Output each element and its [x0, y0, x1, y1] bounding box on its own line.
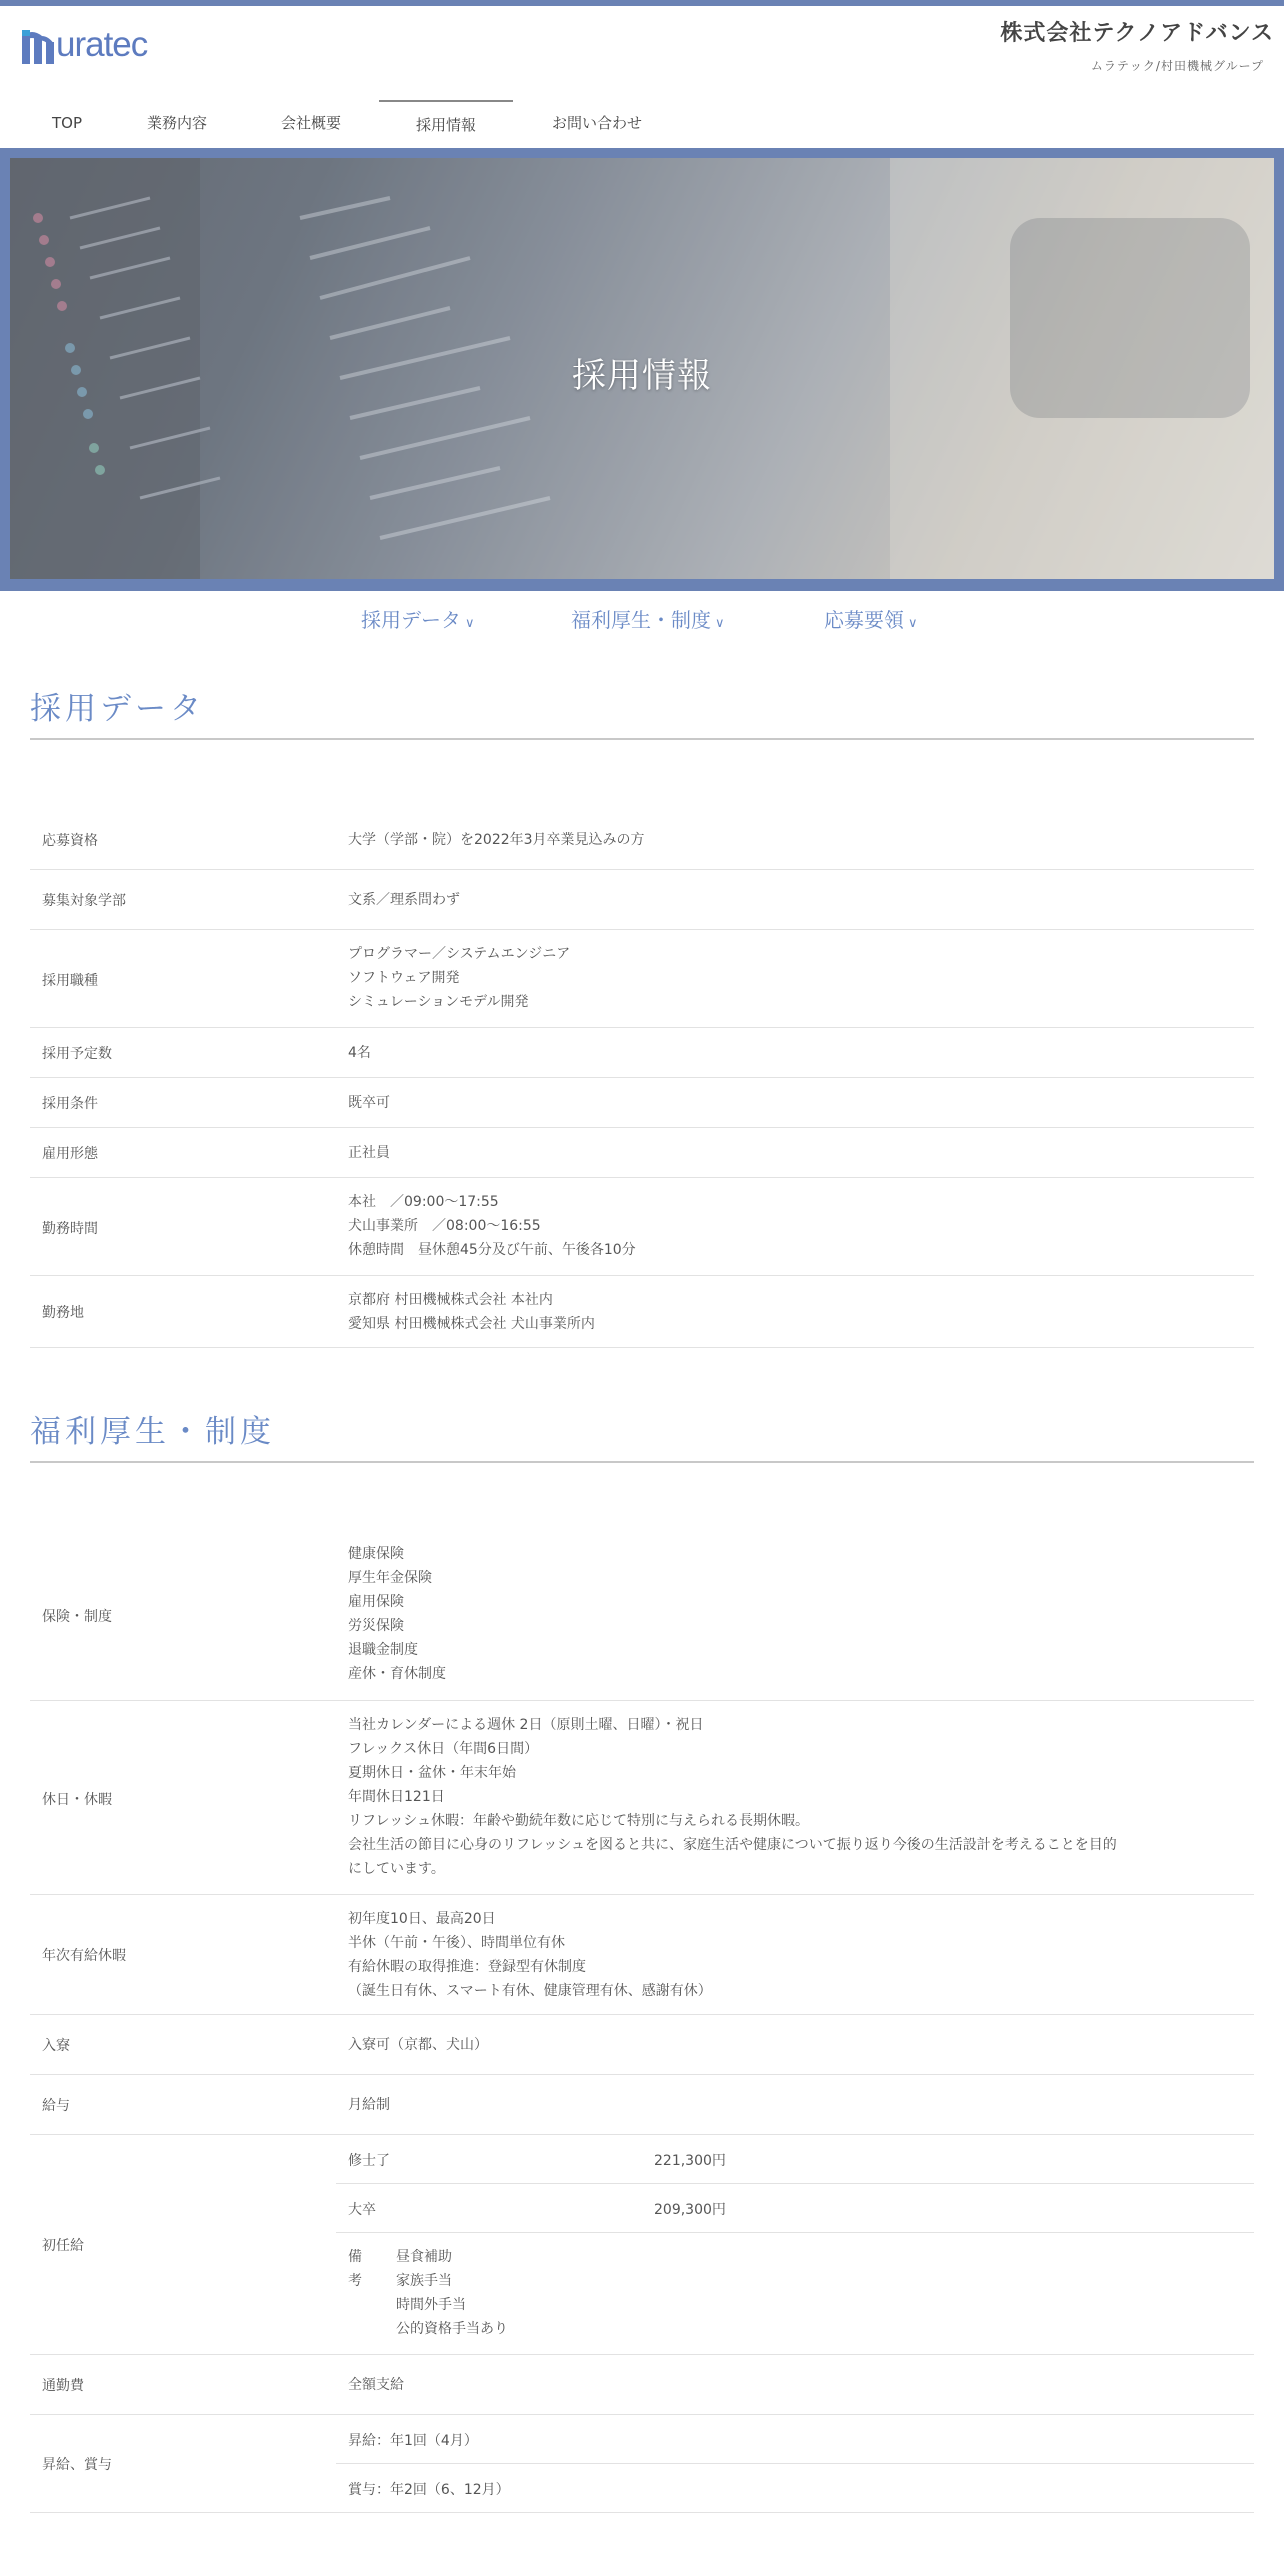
- value-line: シミュレーションモデル開発: [348, 994, 529, 1010]
- value-line: 休憩時間 昼休憩45分及び午前、午後各10分: [348, 1242, 636, 1258]
- table-row: [30, 1701, 1254, 1895]
- value-line: 当社カレンダーによる週休 2日（原則土曜、日曜）・祝日: [348, 1717, 704, 1733]
- value-line: 月給制: [348, 2097, 390, 2113]
- value-line: 既卒可: [348, 1095, 390, 1111]
- table-row: [30, 1178, 1254, 1276]
- value-line: 愛知県 村田機械株式会社 犬山事業所内: [348, 1316, 595, 1332]
- row-value: [348, 1713, 1117, 1881]
- nav-recruit[interactable]: 採用情報: [379, 100, 513, 148]
- chevron-down-icon: ∨: [908, 616, 918, 631]
- subnav-recruit-data-label: 採用データ: [361, 608, 461, 632]
- salary-type: 大卒: [348, 2202, 376, 2218]
- row-label: 応募資格: [42, 833, 98, 849]
- salary-subrow: [336, 2184, 1254, 2233]
- table-row: [30, 930, 1254, 1028]
- value-line: 厚生年金保険: [348, 1570, 432, 1586]
- table-row: [30, 1128, 1254, 1178]
- nav-business[interactable]: 業務内容: [146, 114, 207, 132]
- logo-m-mark-icon: [22, 30, 54, 64]
- row-value: [348, 1190, 636, 1262]
- row-label: 採用職種: [42, 973, 98, 989]
- nav-top[interactable]: TOP: [51, 114, 82, 132]
- value-line: 労災保険: [348, 1618, 404, 1634]
- table-row-raise: [30, 2415, 1254, 2513]
- hero-banner: [0, 148, 1284, 591]
- row-value: [348, 2093, 390, 2117]
- row-value: [348, 2033, 488, 2057]
- value-line: 産休・育休制度: [348, 1666, 446, 1682]
- muratec-logo[interactable]: [22, 26, 147, 64]
- table-row: [30, 2075, 1254, 2135]
- section-title-welfare: 福利厚生・制度: [30, 1414, 275, 1450]
- value-line: 全額支給: [348, 2377, 404, 2393]
- raise-item: 昇給：年1回（4月）: [348, 2433, 478, 2449]
- hero-title: 採用情報: [572, 356, 712, 396]
- logo-text: uratec: [56, 25, 148, 64]
- row-value: [348, 942, 570, 1014]
- row-label: 昇給、賞与: [42, 2457, 112, 2473]
- subnav-welfare[interactable]: [571, 604, 725, 633]
- hero-image: [10, 158, 1274, 579]
- value-line: 夏期休日・盆休・年末年始: [348, 1765, 516, 1781]
- section-title-recruit-data: 採用データ: [30, 691, 205, 727]
- value-line: 雇用保険: [348, 1594, 404, 1610]
- table-row: [30, 1276, 1254, 1348]
- salary-amount: 209,300円: [654, 2202, 726, 2218]
- notes-list: [396, 2245, 508, 2341]
- table-row: [30, 2355, 1254, 2415]
- row-label: 採用条件: [42, 1096, 98, 1112]
- chevron-down-icon: ∨: [465, 616, 475, 631]
- row-label: 勤務地: [42, 1305, 84, 1321]
- chevron-down-icon: ∨: [715, 616, 725, 631]
- note-line: 家族手当: [396, 2273, 452, 2289]
- value-line: プログラマー／システムエンジニア: [348, 946, 571, 962]
- row-label: 通勤費: [42, 2378, 84, 2394]
- value-line: 退職金制度: [348, 1642, 418, 1658]
- subnav-recruit-data[interactable]: [361, 604, 475, 633]
- raise-subrow: [336, 2415, 1254, 2464]
- row-label: 保険・制度: [42, 1609, 112, 1625]
- table-row: [30, 810, 1254, 870]
- global-nav: [0, 100, 1284, 148]
- row-value: [348, 888, 460, 912]
- row-label: 初任給: [42, 2238, 84, 2254]
- section-divider: [30, 1461, 1254, 1463]
- value-line: 入寮可（京都、犬山）: [348, 2037, 488, 2053]
- value-line: フレックス休日（年間6日間）: [348, 1741, 539, 1757]
- row-label: 入寮: [42, 2038, 70, 2054]
- row-label: 給与: [42, 2098, 70, 2114]
- table-row: [30, 1028, 1254, 1078]
- table-row: [30, 1895, 1254, 2015]
- row-label: 年次有給休暇: [42, 1948, 126, 1964]
- row-value: [348, 1907, 712, 2003]
- company-group-label: ムラテック/村田機械グループ: [1090, 59, 1264, 73]
- company-name: 株式会社テクノアドバンス: [1000, 21, 1274, 46]
- note-line: 昼食補助: [396, 2249, 452, 2265]
- value-line: 半休（午前・午後）、時間単位有休: [348, 1935, 565, 1951]
- top-accent-bar: [0, 0, 1284, 6]
- subnav-welfare-label: 福利厚生・制度: [571, 608, 711, 632]
- row-value: [348, 828, 645, 852]
- value-line: ソフトウェア開発: [348, 970, 460, 986]
- row-value: [348, 1288, 595, 1336]
- value-line: 犬山事業所 ／08:00～16:55: [348, 1218, 541, 1234]
- table-row: [30, 1530, 1254, 1701]
- value-line: 4名: [348, 1045, 371, 1061]
- bonus-item: 賞与：年2回（6、12月）: [348, 2482, 510, 2498]
- value-line: （誕生日有休、スマート有休、健康管理有休、感謝有休）: [348, 1983, 712, 1999]
- nav-company[interactable]: 会社概要: [280, 114, 341, 132]
- row-value: [348, 1041, 371, 1065]
- value-line: 大学（学部・院）を2022年3月卒業見込みの方: [348, 832, 645, 848]
- note-line: 公的資格手当あり: [396, 2321, 508, 2337]
- value-line: 年間休日121日: [348, 1789, 445, 1805]
- row-value: [348, 1542, 446, 1686]
- row-label: 雇用形態: [42, 1146, 98, 1162]
- row-value: [348, 2373, 404, 2397]
- salary-subrow: [336, 2135, 1254, 2184]
- value-line: 初年度10日、最高20日: [348, 1911, 496, 1927]
- value-line: 京都府 村田機械株式会社 本社内: [348, 1292, 553, 1308]
- value-line: 会社生活の節目に心身のリフレッシュを図ると共に、家庭生活や健康について振り返り今後の生活設計を考えることを目的: [348, 1837, 1117, 1853]
- row-value: [348, 1141, 390, 1165]
- table-row: [30, 1078, 1254, 1128]
- subnav-application-label: 応募要領: [824, 608, 904, 632]
- row-label: 勤務時間: [42, 1221, 98, 1237]
- subnav-application[interactable]: [824, 604, 918, 633]
- table-row: [30, 2015, 1254, 2075]
- row-value: [348, 1091, 390, 1115]
- value-line: 有給休暇の取得推進：登録型有休制度: [348, 1959, 586, 1975]
- value-line: 文系／理系問わず: [348, 892, 460, 908]
- section-nav: [0, 600, 1284, 636]
- salary-amount: 221,300円: [654, 2153, 726, 2169]
- row-label: 休日・休暇: [42, 1792, 112, 1808]
- table-row: [30, 870, 1254, 930]
- notes-label: 備考: [348, 2249, 362, 2289]
- value-line: 健康保険: [348, 1546, 404, 1562]
- bonus-subrow: [336, 2464, 1254, 2513]
- nav-contact[interactable]: お問い合わせ: [551, 114, 642, 132]
- row-label: 採用予定数: [42, 1046, 112, 1062]
- section-divider: [30, 738, 1254, 740]
- value-line: リフレッシュ休暇：年齢や勤続年数に応じて特別に与えられる長期休暇。: [348, 1813, 810, 1829]
- note-line: 時間外手当: [396, 2297, 466, 2313]
- value-line: 正社員: [348, 1145, 390, 1161]
- value-line: 本社 ／09:00～17:55: [348, 1194, 499, 1210]
- table-row-salary: [30, 2135, 1254, 2355]
- value-line: にしています。: [348, 1861, 445, 1877]
- row-label: 募集対象学部: [42, 893, 126, 909]
- salary-type: 修士了: [348, 2153, 390, 2169]
